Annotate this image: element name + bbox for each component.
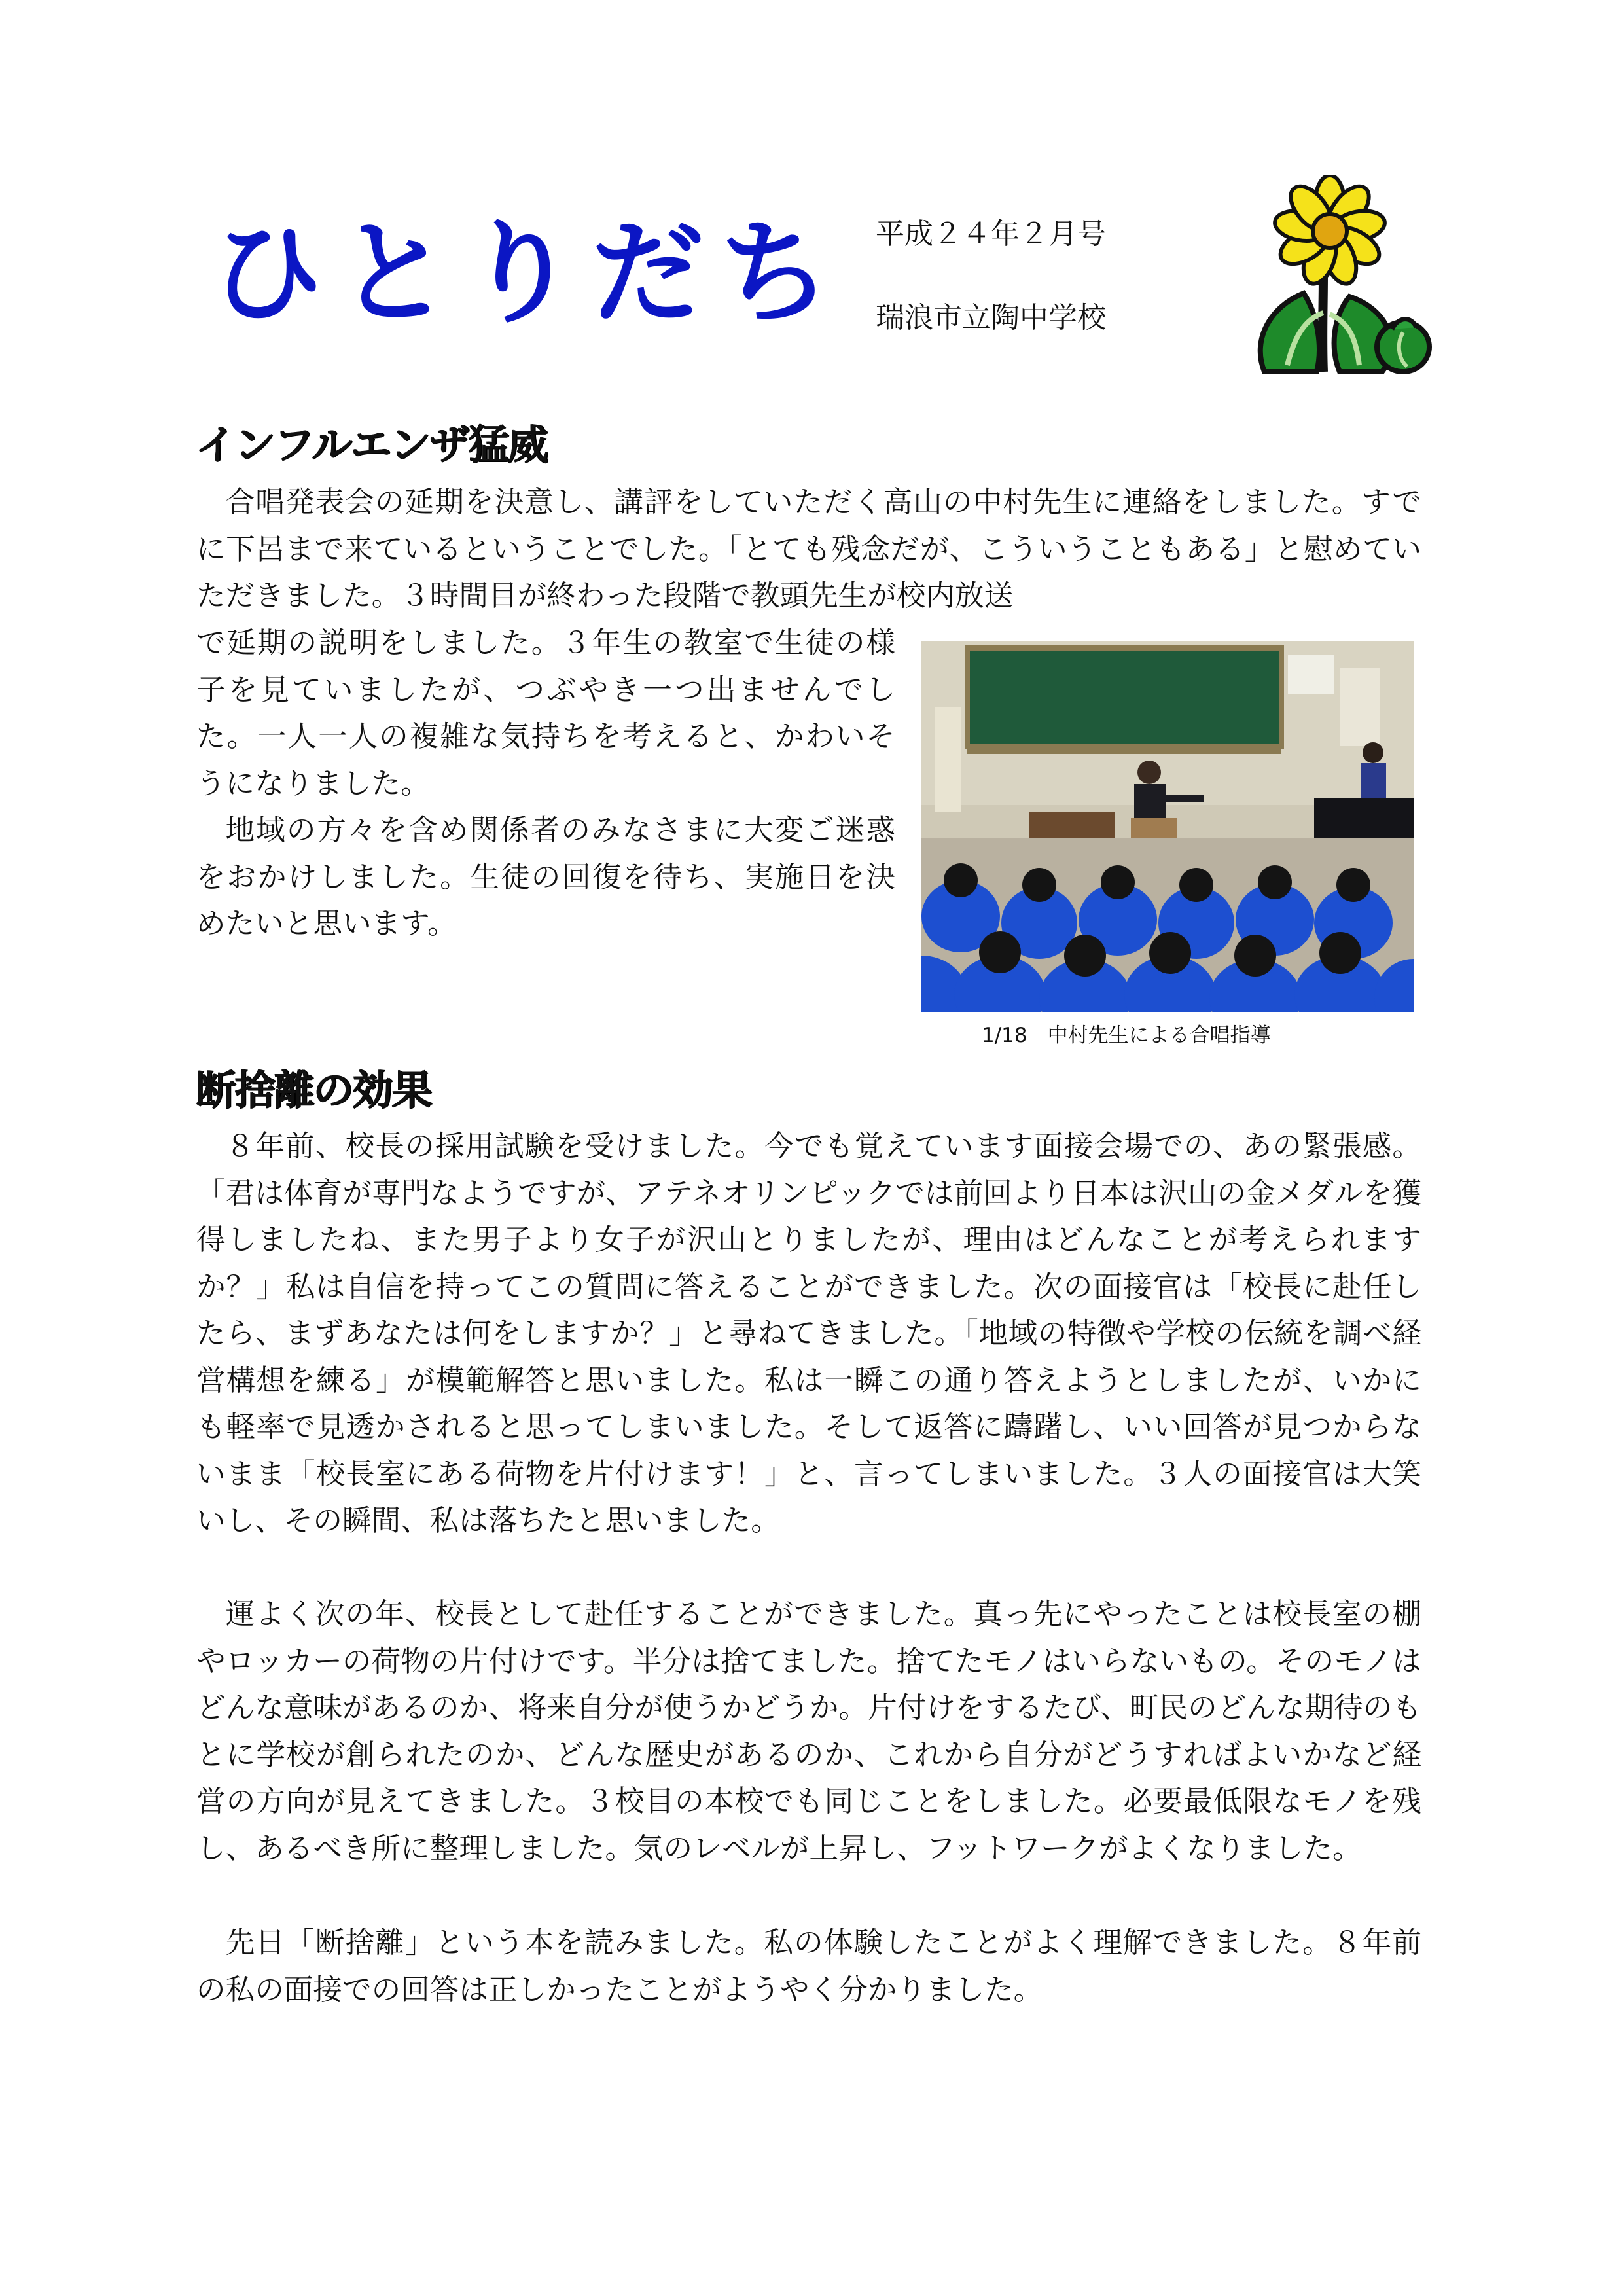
article2-paragraph-1: ８年前、校長の採用試験を受けました。今でも覚えています面接会場での、あの緊張感。「君は体育が専門なようですが、アテネオリンピックでは前回より日本は沢山の金メダルを獲得しましたね、また男子より女子が沢山とりましたが、理由はどんなことが考えられますか？」私は自信を持ってこの質問に答えることができました。次の面接官は「校長に赴任したら、まずあなたは何をしますか？」と尋ねてきました。「地域の特徴や学校の伝統を調べ経営構想を練る」が模範解答と思いました。私は一瞬この通り答えようとしましたが、いかにも軽率で見透かされると思ってしまいました。そして返答に躊躇し、いい回答が見つからないまま「校長室にある荷物を片付けます！」と、言ってしまいました。３人の面接官は大笑いし、その瞬間、私は落ちたと思いました。 bbox=[196, 1129, 1421, 1537]
article2-paragraph-2: 運よく次の年、校長として赴任することができました。真っ先にやったことは校長室の棚やロッカーの荷物の片付けです。半分は捨てました。捨てたモノはいらないもの。そのモノはどんな意味があるのか、将来自分が使うかどうか。片付けをするたび、町民のどんな期待のもとに学校が創られたのか、どんな歴史があるのか、これから自分がどうすればよいかなど経営の方向が見えてきました。３校目の本校でも同じことをしました。必要最低限なモノを残し、あるべき所に整理しました。気のレベルが上昇し、フットワークがよくなりました。 bbox=[196, 1597, 1421, 1865]
article1-paragraph-2: 地域の方々を含め関係者のみなさまに大変ご迷惑をおかけしました。生徒の回復を待ち、実施日を決めたいと思います。 bbox=[196, 813, 895, 941]
article1-paragraph-1-continued: で延期の説明をしました。３年生の教室で生徒の様子を見ていましたが、つぶやき一つ出ませんでした。一人一人の複雑な気持ちを考えると、かわいそうになりました。 bbox=[196, 626, 895, 800]
article-heading-danshari: 断捨離の効果 bbox=[195, 1066, 431, 1114]
article-heading-influenza: インフルエンザ猛威 bbox=[195, 421, 547, 469]
classroom-photo bbox=[921, 641, 1414, 1012]
photo-caption: 1/18 中村先生による合唱指導 bbox=[982, 1024, 1271, 1047]
article2-paragraph-3: 先日「断捨離」という本を読みました。私の体験したことがよく理解できました。８年前の私の面接での回答は正しかったことがようやく分かりました。 bbox=[196, 1926, 1421, 2007]
issue-date: 平成２４年２月号 bbox=[876, 217, 1106, 251]
school-name: 瑞浪市立陶中学校 bbox=[876, 301, 1106, 334]
sunflower-logo bbox=[1225, 175, 1437, 376]
newsletter-title: ひとりだち bbox=[211, 207, 846, 339]
article1-paragraph-1: 合唱発表会の延期を決意し、講評をしていただく高山の中村先生に連絡をしました。すでに下呂まで来ているということでした。「とても残念だが、こういうこともある」と慰めていただきました。３時間目が終わった段階で教頭先生が校内放送 bbox=[196, 485, 1421, 613]
